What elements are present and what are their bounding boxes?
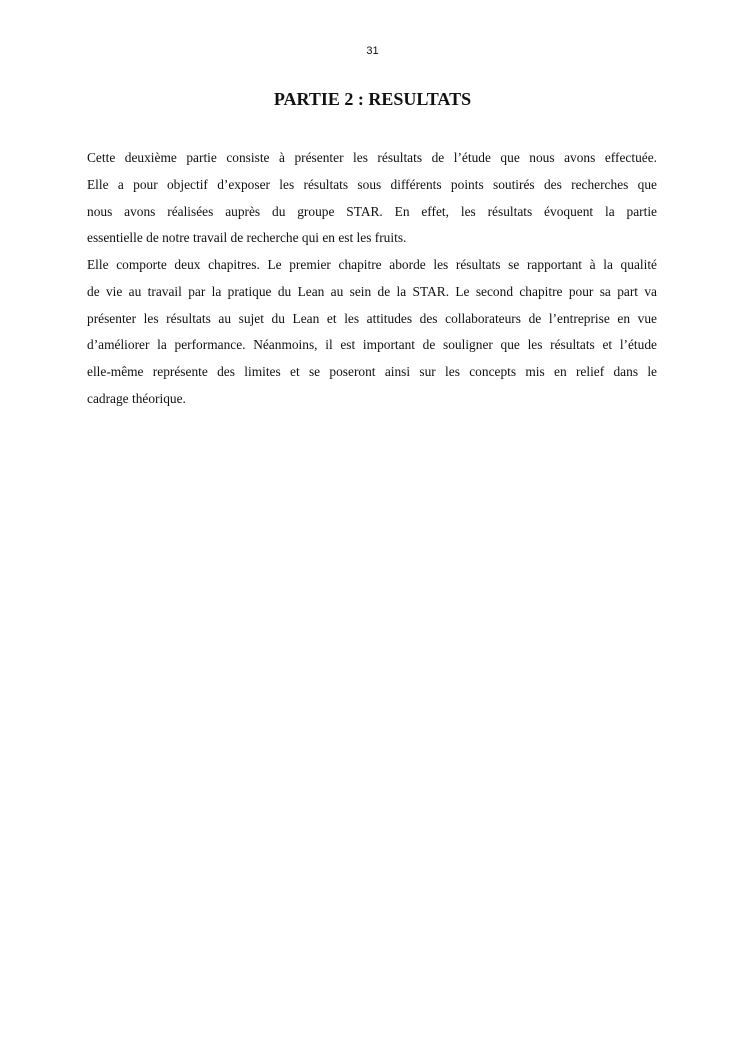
body-text — [87, 148, 657, 416]
text-line: essentielle de notre travail de recherche qui en est les fruits. — [87, 230, 407, 246]
text-line: nous avons réalisées auprès du groupe STAR. En effet, les résultats évoquent la partie — [87, 203, 657, 219]
text-line: Cette deuxième partie consiste à présenter les résultats de l’étude que nous avons effectuée. — [87, 150, 657, 165]
page-number: 31 — [366, 45, 379, 57]
text-line: Elle a pour objectif d’exposer les résultats sous différents points soutirés des recherches que — [87, 176, 657, 192]
text-line: elle-même représente des limites et se poseront ainsi sur les concepts mis en relief dans le — [87, 364, 657, 379]
page-title: PARTIE 2 : RESULTATS — [273, 89, 472, 109]
text-line: cadrage théorique. — [87, 390, 186, 406]
paragraph-1 — [87, 148, 657, 255]
paragraph-2 — [87, 255, 657, 416]
text-line: Elle comporte deux chapitres. Le premier chapitre aborde les résultats se rapportant à la qualité — [87, 257, 657, 272]
text-line: de vie au travail par la pratique du Lean au sein de la STAR. Le second chapitre pour sa part va — [87, 283, 657, 299]
text-line: présenter les résultats au sujet du Lean et les attitudes des collaborateurs de l’entreprise en vue — [87, 310, 657, 326]
text-line: d’améliorer la performance. Néanmoins, il est important de souligner que les résultats et l’étude — [87, 337, 657, 353]
